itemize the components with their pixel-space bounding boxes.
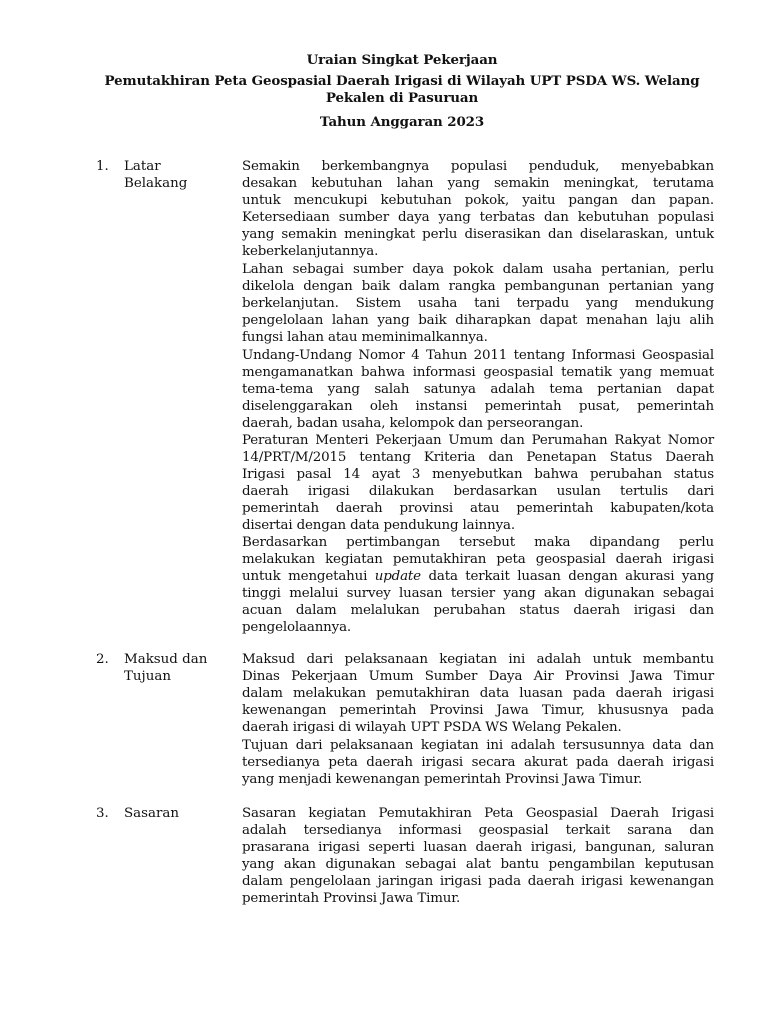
section-2-label-line-1: Maksud dan [124, 652, 208, 667]
text-line: berkelanjutan. Sistem usaha tani terpadu yang mendukung [242, 296, 714, 311]
text-line: yang akan digunakan sebagai alat bantu pengambilan keputusan [242, 857, 714, 872]
section-1-paragraph-4 [242, 432, 714, 534]
section-1-number: 1. [96, 159, 109, 174]
text-line: Maksud dari pelaksanaan kegiatan ini adalah untuk membantu [242, 652, 714, 667]
text-line: dikelola dengan baik dalam rangka pembangunan pertanian yang [242, 279, 714, 294]
section-3-label [124, 805, 234, 822]
section-2-label [124, 651, 234, 685]
text-line: Undang-Undang Nomor 4 Tahun 2011 tentang Informasi Geospasial [242, 348, 714, 363]
section-2-paragraph-1 [242, 651, 714, 736]
section-3-paragraph-1 [242, 805, 714, 907]
text-line: acuan dalam melalukan perubahan status daerah irigasi dan [242, 603, 714, 618]
text-run: data terkait luasan dengan akurasi yang [420, 569, 714, 584]
section-1-label [124, 158, 234, 192]
section-1-paragraph-3 [242, 347, 714, 432]
text-line: desakan kebutuhan lahan yang semakin meningkat, terutama [242, 176, 714, 191]
text-line: dalam melakukan pemutakhiran data luasan pada daerah irigasi [242, 686, 714, 701]
text-line: tinggi melalui survey luasan tersier yang akan digunakan sebagai [242, 586, 714, 601]
section-1-paragraph-5 [242, 534, 714, 636]
text-line: disertai dengan data pendukung lainnya. [242, 518, 515, 533]
section-1-paragraph-2 [242, 261, 714, 346]
text-line: tema-tema yang salah satunya adalah tema pertanian dapat [242, 382, 714, 397]
text-line: kewenangan pemerintah Provinsi Jawa Timur, khususnya pada [242, 703, 714, 718]
text-line: pengelolaannya. [242, 620, 352, 635]
section-2-paragraph-2 [242, 737, 714, 788]
text-line: 14/PRT/M/2015 tentang Kriteria dan Penetapan Status Daerah [242, 450, 714, 465]
text-line: untuk mencukupi kebutuhan pokok, yaitu pangan dan papan. [242, 193, 714, 208]
section-2-number: 2. [96, 652, 109, 667]
text-line: pemerintah daerah provinsi atau pemerintah kabupaten/kota [242, 501, 714, 516]
text-line: daerah irigasi dilakukan berdasarkan usulan tertulis dari [242, 484, 714, 499]
text-line: tersedianya peta daerah irigasi secara akurat pada daerah irigasi [242, 755, 714, 770]
text-line: diselenggarakan oleh instansi pemerintah pusat, pemerintah [242, 399, 714, 414]
text-line [242, 568, 714, 585]
text-line: pengelolaan lahan yang baik diharapkan dapat menahan laju alih [242, 313, 714, 328]
document-year: Tahun Anggaran 2023 [319, 114, 485, 130]
text-line: Berdasarkan pertimbangan tersebut maka dipandang perlu [242, 535, 714, 550]
text-line: yang menjadi kewenangan pemerintah Provinsi Jawa Timur. [242, 772, 643, 787]
section-1-paragraph-1 [242, 158, 714, 260]
section-1-label-line-1: Latar [124, 159, 161, 174]
text-line: Tujuan dari pelaksanaan kegiatan ini adalah tersusunnya data dan [242, 738, 714, 753]
section-1-label-line-2: Belakang [124, 176, 188, 191]
document-title: Uraian Singkat Pekerjaan [306, 52, 498, 68]
text-line: melakukan kegiatan pemutakhiran peta geospasial daerah irigasi [242, 552, 714, 567]
text-line: daerah, badan usaha, kelompok dan perseorangan. [242, 416, 584, 431]
text-line: daerah irigasi di wilayah UPT PSDA WS Welang Pekalen. [242, 720, 622, 735]
text-line: Sasaran kegiatan Pemutakhiran Peta Geospasial Daerah Irigasi [242, 806, 714, 821]
text-line: Peraturan Menteri Pekerjaan Umum dan Perumahan Rakyat Nomor [242, 433, 714, 448]
section-3-number: 3. [96, 806, 109, 821]
text-line: adalah tersedianya informasi geospasial terkait sarana dan [242, 823, 714, 838]
text-line: pemerintah Provinsi Jawa Timur. [242, 891, 461, 906]
text-line: Lahan sebagai sumber daya pokok dalam usaha pertanian, perlu [242, 262, 714, 277]
text-line: keberkelanjutannya. [242, 244, 379, 259]
section-2-label-line-2: Tujuan [124, 669, 171, 684]
section-3-label-line-1: Sasaran [124, 806, 180, 821]
text-line: Dinas Pekerjaan Umum Sumber Daya Air Provinsi Jawa Timur [242, 669, 714, 684]
text-line: yang semakin meningkat perlu diserasikan dan diselaraskan, untuk [242, 227, 714, 242]
italic-term-update: update [374, 569, 421, 584]
text-line: mengamanatkan bahwa informasi geospasial tematik yang memuat [242, 365, 714, 380]
text-line: Irigasi pasal 14 ayat 3 menyebutkan bahwa perubahan status [242, 467, 714, 482]
text-line: prasarana irigasi seperti luasan daerah irigasi, bangunan, saluran [242, 840, 714, 855]
text-line: dalam pengelolaan jaringan irigasi pada daerah irigasi kewenangan [242, 874, 714, 889]
text-run: untuk mengetahui [242, 569, 375, 584]
document-subtitle-line-2: Pekalen di Pasuruan [325, 90, 479, 106]
text-line: Ketersediaan sumber daya yang terbatas dan kebutuhan populasi [242, 210, 714, 225]
text-line: Semakin berkembangnya populasi penduduk, menyebabkan [242, 159, 714, 174]
text-line: fungsi lahan atau meminimalkannya. [242, 330, 488, 345]
document-subtitle-line-1: Pemutakhiran Peta Geospasial Daerah Irigasi di Wilayah UPT PSDA WS. Welang [104, 73, 700, 89]
